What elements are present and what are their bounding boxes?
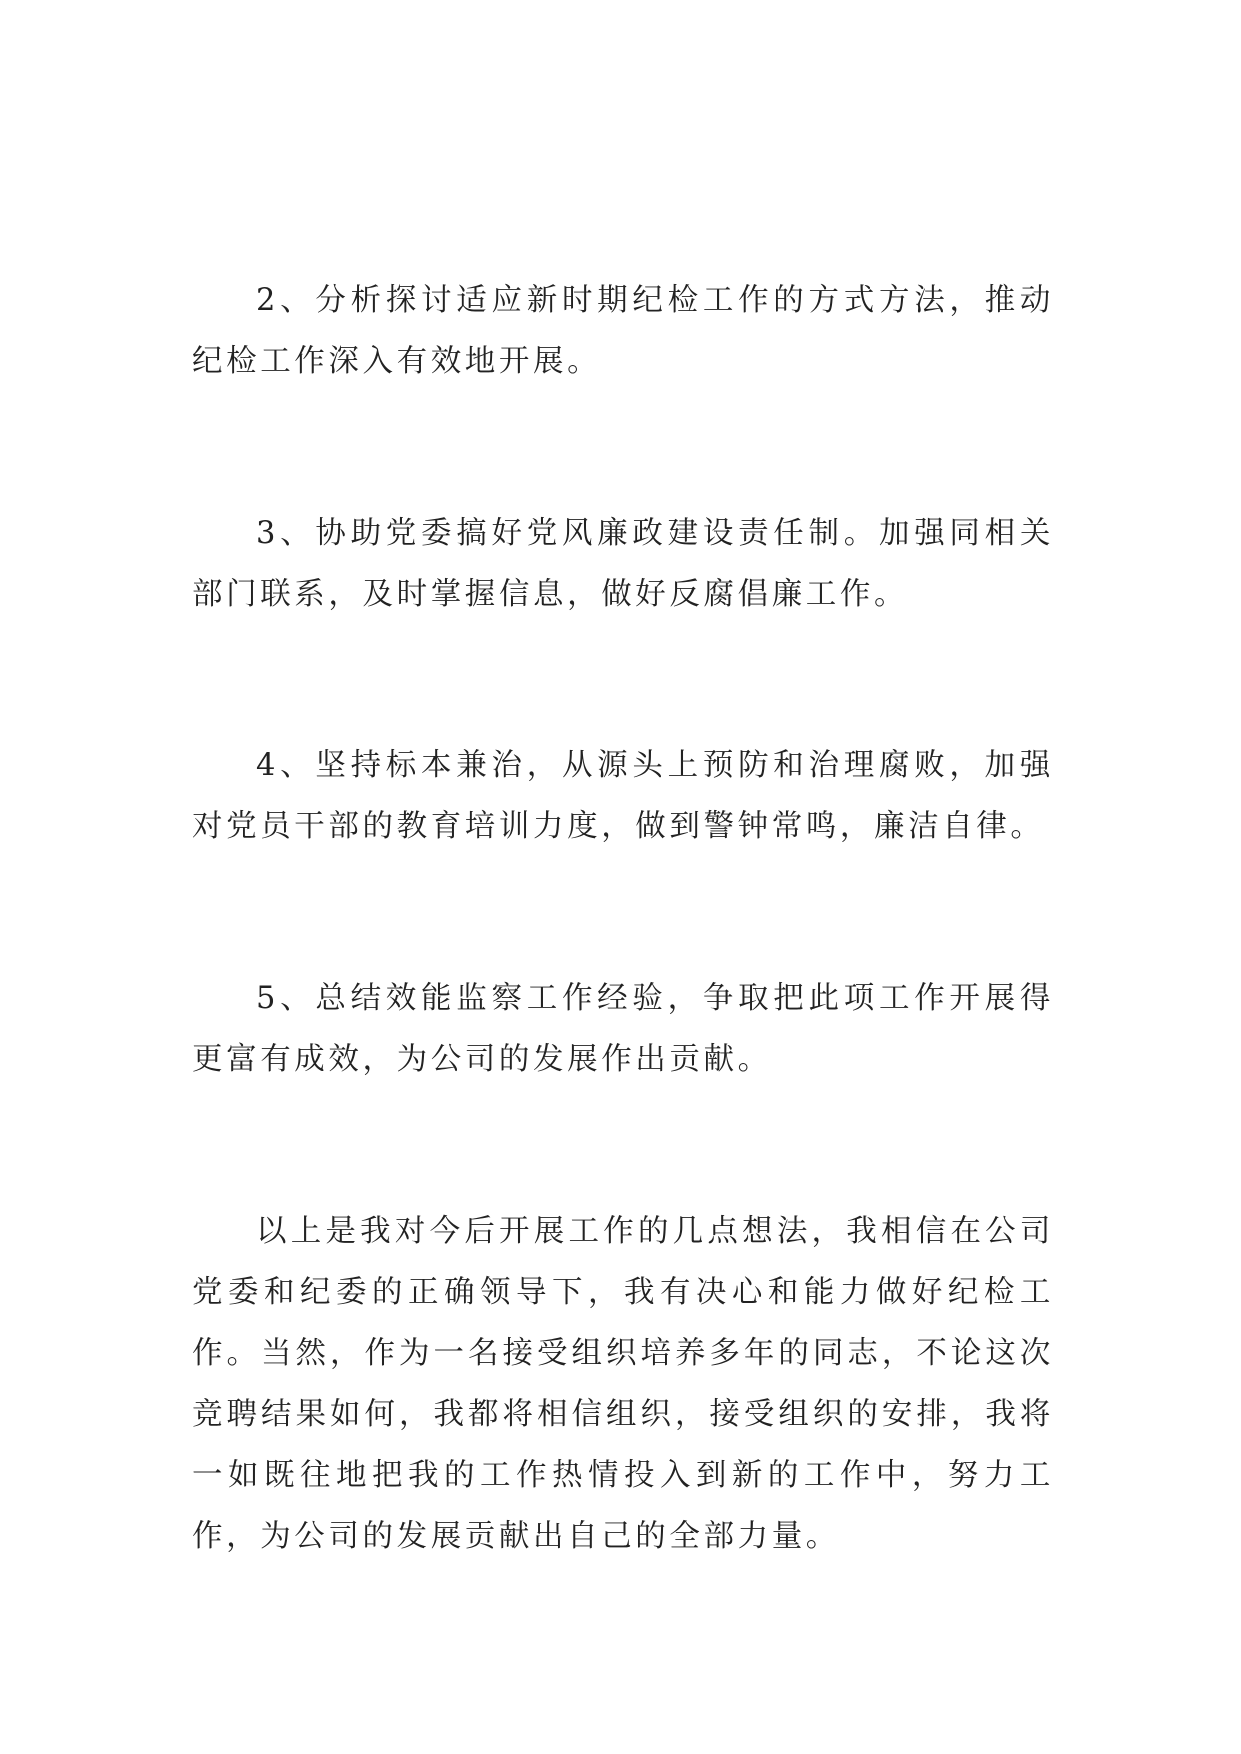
paragraph-item-5: 5、总结效能监察工作经验，争取把此项工作开展得更富有成效，为公司的发展作出贡献。 xyxy=(192,981,1054,1077)
paragraph-item-4: 4、坚持标本兼治，从源头上预防和治理腐败，加强对党员干部的教育培训力度，做到警钟常鸣，廉洁自律。 xyxy=(192,748,1054,844)
paragraph-item-3: 3、协助党委搞好党风廉政建设责任制。加强同相关部门联系，及时掌握信息，做好反腐倡廉工作。 xyxy=(192,516,1054,612)
paragraph-item-2: 2、分析探讨适应新时期纪检工作的方式方法，推动纪检工作深入有效地开展。 xyxy=(192,283,1054,379)
paragraph-conclusion: 以上是我对今后开展工作的几点想法，我相信在公司党委和纪委的正确领导下，我有决心和能力做好纪检工作。当然，作为一名接受组织培养多年的同志，不论这次竞聘结果如何，我都将相信组织，接受组织的安排，我将一如既往地把我的工作热情投入到新的工作中，努力工作，为公司的发展贡献出自己的全部力量。 xyxy=(192,1214,1054,1554)
